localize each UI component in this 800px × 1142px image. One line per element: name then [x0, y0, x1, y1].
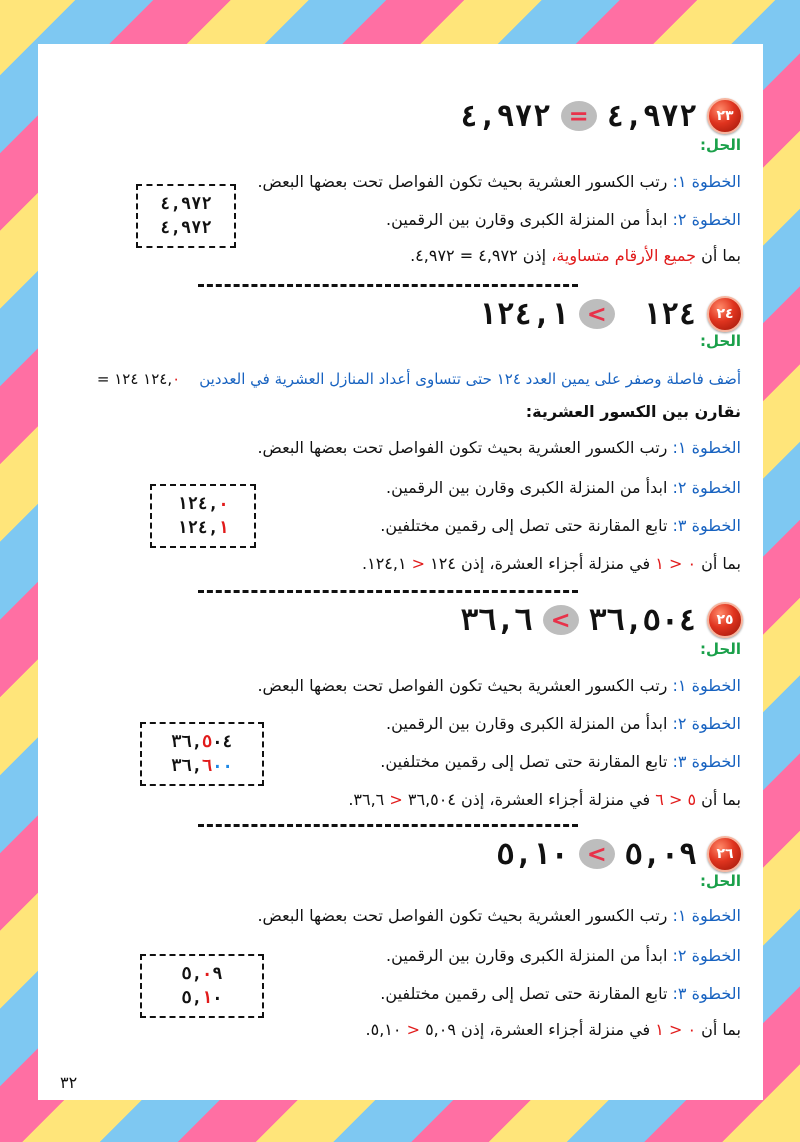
step-line: الخطوة ١: رتب الكسور العشرية بحيث تكون الفواصل تحت بعضها البعض. [257, 906, 741, 925]
conclusion-prefix: بما أن [701, 246, 741, 265]
step-line: الخطوة ١: رتب الكسور العشرية بحيث تكون الفواصل تحت بعضها البعض. [257, 676, 741, 695]
problem-number-right: ٤,٩٧٢ [606, 98, 697, 134]
comparison-symbol: = [561, 101, 597, 131]
problem-number-left: ٤,٩٧٢ [460, 98, 551, 134]
step-line: الخطوة ٣: تابع المقارنة حتى تصل إلى رقمين مختلفين. [380, 752, 741, 771]
aligned-numbers-box [140, 722, 264, 786]
box-row: ٥,٠٩ [181, 964, 223, 984]
step-line: الخطوة ٢: ابدأ من المنزلة الكبرى وقارن بين الرقمين. [386, 714, 741, 733]
box-row: ١٢٤,٠ [177, 494, 229, 514]
solution-label: الحل: [700, 136, 741, 154]
comparison-symbol: > [579, 299, 615, 329]
step-label: الخطوة ١: [672, 172, 741, 191]
step-line [386, 478, 741, 497]
box-row: ٥,١٠ [181, 988, 223, 1008]
conclusion-line: بما أن ٠ < ١ في منزلة أجزاء العشرة، إذن ١٢٤ < ١٢٤,١. [362, 554, 741, 573]
problem-number-left: ٥,١٠ [496, 836, 569, 872]
section-heading: نقارن بين الكسور العشرية: [525, 402, 741, 421]
conclusion-line: بما أن ٠ < ١ في منزلة أجزاء العشرة، إذن ٥,٠٩ < ٥,١٠. [365, 1020, 741, 1039]
solution-label: الحل: [700, 640, 741, 658]
aligned-numbers-box [150, 484, 256, 548]
conclusion-line [410, 246, 741, 265]
note-line [97, 370, 741, 388]
solution-label: الحل: [700, 872, 741, 890]
step-line [257, 172, 741, 191]
step-line: الخطوة ٣: تابع المقارنة حتى تصل إلى رقمين مختلفين. [380, 984, 741, 1003]
problem-24-header [479, 292, 744, 336]
step-line [380, 516, 741, 535]
problem-number-left: ٣٦,٦ [460, 602, 533, 638]
comparison-symbol: > [579, 839, 615, 869]
step-text: رتب الكسور العشرية بحيث تكون الفواصل تحت بعضها البعض. [257, 172, 668, 191]
problem-number-right: ٥,٠٩ [624, 836, 697, 872]
step-text: تابع المقارنة حتى تصل إلى رقمين مختلفين. [380, 516, 668, 535]
step-text: ابدأ من المنزلة الكبرى وقارن بين الرقمين. [386, 478, 668, 497]
problem-number-right: ٣٦,٥٠٤ [588, 602, 697, 638]
dashed-separator [198, 284, 578, 287]
box-row: ٤,٩٧٢ [160, 218, 212, 238]
step-label: الخطوة ٢: [672, 478, 741, 497]
problem-number-badge: ٢٦ [707, 836, 743, 872]
step-label: الخطوة ٣: [672, 516, 741, 535]
step-line [386, 210, 741, 229]
aligned-numbers-box [140, 954, 264, 1018]
problem-number-badge: ٢٣ [707, 98, 743, 134]
step-text: ابدأ من المنزلة الكبرى وقارن بين الرقمين. [386, 210, 668, 229]
conclusion-line: بما أن ٥ < ٦ في منزلة أجزاء العشرة، إذن ٣٦,٥٠٤ < ٣٦,٦. [348, 790, 741, 809]
box-row: ٣٦,٦٠٠ [171, 756, 233, 776]
comparison-symbol: > [543, 605, 579, 635]
solution-label: الحل: [700, 332, 741, 350]
step-line [257, 438, 741, 457]
conclusion-highlight: جميع الأرقام متساوية، [551, 246, 697, 265]
step-label: الخطوة ١: [672, 438, 741, 457]
page-number: ٣٢ [60, 1073, 78, 1092]
step-label: الخطوة ٢: [672, 210, 741, 229]
problem-25-header [460, 598, 743, 642]
box-row: ١٢٤,١ [177, 518, 229, 538]
dashed-separator [198, 824, 578, 827]
step-text: رتب الكسور العشرية بحيث تكون الفواصل تحت بعضها البعض. [257, 438, 668, 457]
conclusion-result: إذن ٤,٩٧٢ = ٤,٩٧٢. [410, 246, 547, 265]
aligned-numbers-box [136, 184, 236, 248]
dashed-separator [198, 590, 578, 593]
step-line: الخطوة ٢: ابدأ من المنزلة الكبرى وقارن بين الرقمين. [386, 946, 741, 965]
note-equation: ١٢٤,٠ ١٢٤ = [96, 370, 181, 388]
worksheet-page [38, 44, 763, 1100]
problem-number-badge: ٢٤ [707, 296, 743, 332]
box-row: ٤,٩٧٢ [160, 194, 212, 214]
problem-number-right: ١٢٤ [642, 296, 697, 332]
problem-26-header [497, 832, 744, 876]
box-row: ٣٦,٥٠٤ [171, 732, 233, 752]
problem-23-header [460, 94, 743, 138]
problem-number-badge: ٢٥ [707, 602, 743, 638]
note-text: أضف فاصلة وصفر على يمين العدد ١٢٤ حتى تتساوى أعداد المنازل العشرية في العددين [199, 370, 741, 388]
problem-number-left: ١٢٤,١ [478, 296, 569, 332]
